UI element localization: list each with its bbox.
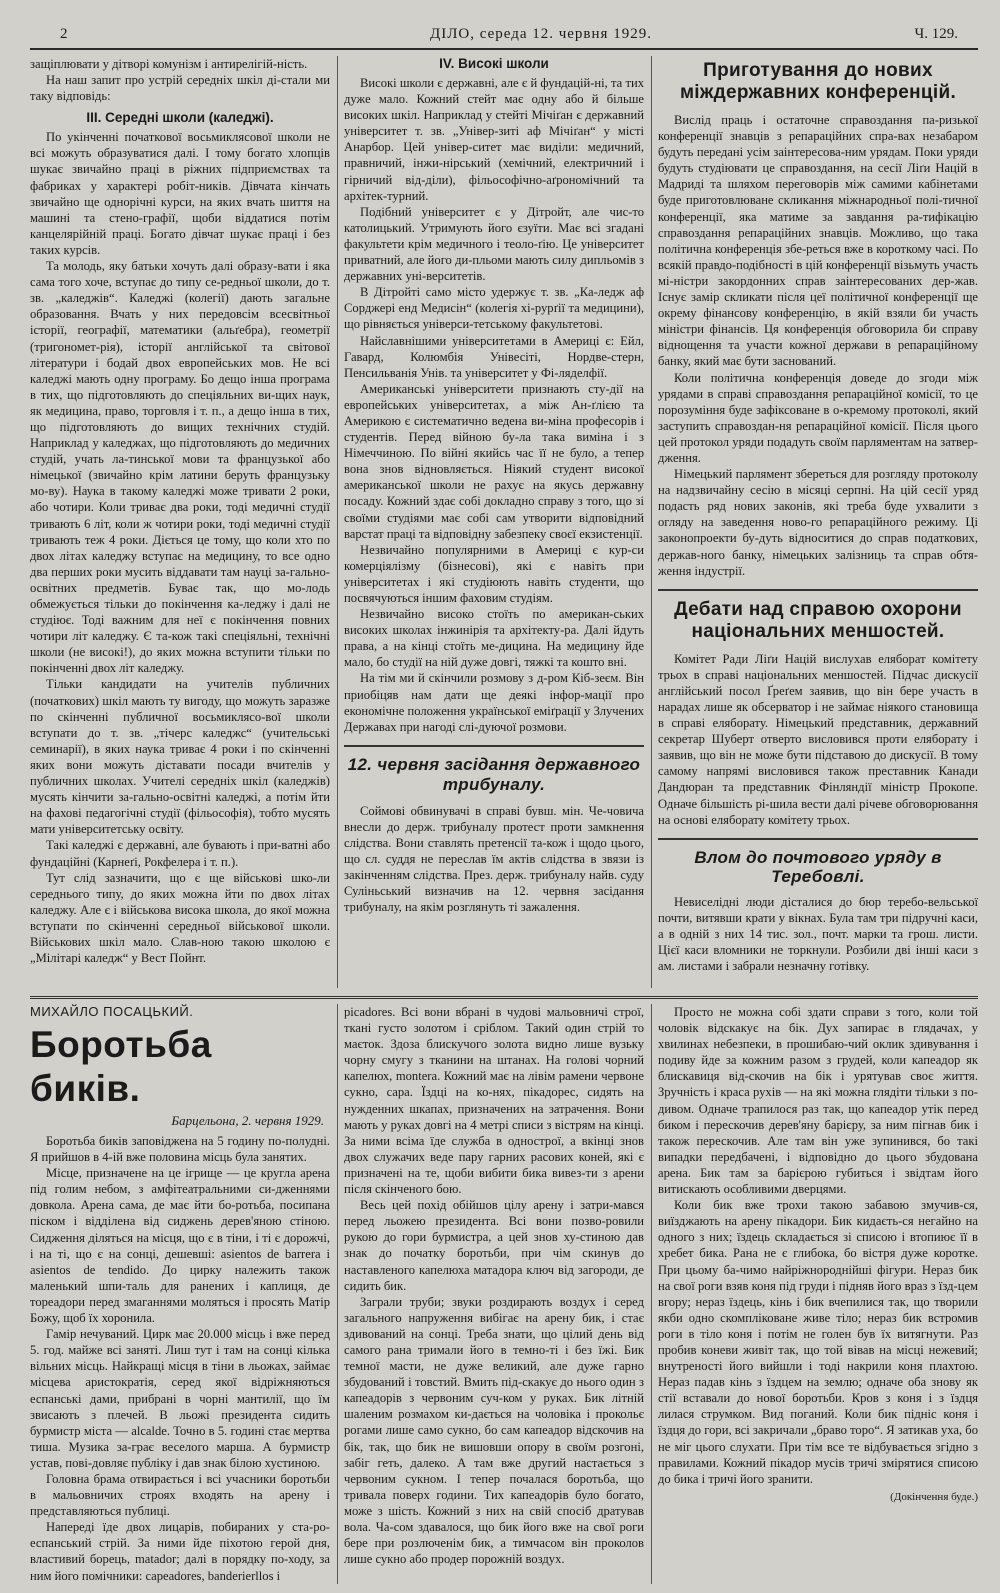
paragraph: На тім ми й скінчили розмову з д-ром Кіб-зеєм. Він приобіцяв нам дати ще деякі інфор-мації про економічне положення української еміґрації у Злучених Державах при нагоді слі-дуючої розмови.: [344, 671, 644, 734]
column-rule: [651, 56, 652, 988]
running-header: [30, 22, 978, 50]
paragraph: Соймові обвинувачі в справі бувш. мін. Че-човича внесли до держ. трибуналу протест проти замкнення слідства. Вони ставлять претенсії та-кож і щодо цього, що сл. суддя не переслав їм актів слідства в звязи із закінченням слідства. През. держ. трибуналу найв. суду Суліньський визначив на 12. червня засідання трибуналу, на якім розглянуть ті зажалення.: [344, 803, 644, 915]
paragraph: Просто не можна собі здати справи з того, коли той чоловік відскакує на бік. Дух запирає в глядачах, у хвилинах небезпеки, в прошибаю-чий оклик здивування і подиву йде за кожним разом з грудей, коли капеадор як блискавиця від-скочив на бік і урятував своє життя. Зручність і краса рухів — на які можна глядіти тільки з по-дивом. Одначе трапилося раз так, що капеадор утік перед биком і перескочив дерев'яну барієру, за ним пігнав бик і також перескочив. Але там він уже зупинився, бо такі випадки передбачені, і відповідно до цього збудована арена. Бик там за барієрою губиться і звідтам його витискають особливими дверцями.: [658, 1005, 978, 1197]
paragraph: Заграли труби; звуки роздирають воздух і серед загального напруження вибігає на арену бик, і стає здивований на сонці. Треба знати, що цілий день від самого рана тримали його в темно-ті і без їжі. Бик темної масти, не дуже великий, але дуже гарно збудований і товстий. Вмить під-скакує до нього один з капеадорів з червоним суч-ком у руках. Бик літній шаленим розмахом ки-дається на чоловіка і прокольє рогами лише само сукно, бо сам капеадор відскочив на бік, так, що бик не вишовши опору в своїм розгоні, забіг геть, далеко. А там вже другий настається з червоним сукном. І тепер почалася боротьба, що тривала поверх години. Тих капеадорів було богато, може з шість. Кожний з них на свій спосіб дратував вола. Ча-сом здавалося, що бик його вже на свої роги бере при розлюченім бик, а тимчасом він проколов лише сукно або продер порожній воздух.: [344, 1294, 644, 1567]
paragraph: Невиселідні люди дісталися до бюр теребо-вельської почти, витявши крати у вікнах. Була там три підручні каси, а в одній з них 14 тис. зол., почт. марки та грош. листи. Цієї каси вломники не торкнули. Розбили дві інші каси з ам. листами і забрали незначну готівку.: [658, 894, 978, 974]
paragraph: В Дітройті само місто удержує т. зв. „Ка-ледж аф Сорджері енд Медисін“ (колегія хі-рурґії та медицини), що рівняється універси-тетському факультетові.: [344, 285, 644, 332]
top-section: [30, 56, 978, 988]
continuation-note: (Докінчення буде.): [890, 1490, 978, 1503]
feuilleton-column-1: [30, 1004, 330, 1584]
feuilleton-section: [30, 1004, 978, 1584]
paragraph: Такі каледжі є державні, але бувають і при-ватні або фундаційні (Карнеґі, Рокфелера і т. п.).: [30, 838, 330, 869]
paragraph: Подібний університет є у Дітройт, але чис-то католицький. Утримують його єзуїти. Має всі згадані факультети крім медичного і теоло-ґію. Це університет приватний, але його ди-пльоми мають силу дипльомів з державних уні-верситетів.: [344, 204, 644, 284]
paragraph: Коли бик вже трохи такою забавою змучив-ся, виїзджають на арену пікадори. Бик кидаєть-ся негайно на одного з них; їздець складається зі списою і втопиює її в хребет бика. Рана не є глибока, бо вістря дуже коротке. При цьому ба-чимо найріжнороднійші фігури. Нераз бик на свої роги взяв коня під груди і підняв його враз з їзд-цем вгору; нераз їздець, кінь і бик вчепилися так, що творили якби одно скомпліковане живе тіло; нераз бик встромив роги в тіло коня і потім не голен був їх витягнути. Раз пробив коневи живіт так, що той вівав на місці нежевий; внутреності його вийшли і тоді накрили коня плахтою. Нераз падав кінь з їздцем на землю; одначе оба знову як стії вставали до нової боротьби. Кров з коня і з їздця лилася струмком. Вид поганий. Коли бик підніс коня і їздця до гори, всі закричали „браво торо“. Я затикав уха, бо не міг цього слухати. При тім все те відбувається згідно з правилами. Кожний пікадор мусів тричі змірятися списою до бика і тричі його зранити.: [658, 1198, 978, 1486]
feuilleton-column-2: [344, 1004, 644, 1584]
article-rule: [658, 589, 978, 591]
column-news: [658, 56, 978, 988]
column-rule: [651, 1004, 652, 1584]
article-title: 12. червня засідання державного трибуналу.: [347, 754, 641, 794]
paragraph: Найславнішими університетами в Америці є: Ейл, Гавард, Колюмбія Унівесіті, Нордве-стерн, Пенсильванія Унів. та університет у Фі-ляделфії.: [344, 333, 644, 380]
paragraph: Та молодь, яку батьки хочуть далі образу-вати і яка сама того хоче, вступає до типу се-редньої школи, до т. зв. „каледжів“. Каледжі (колегії) дають загальне образовання. Вчать у них передовсім всесвітньої історії, географії, математики (альґебра), геометрії (тригономет-рія), історії англійської та світової літератури і бодай двох европейських мов. Не всі каледжі мають одну програму. Бо дещо інша програма в тих, що підготовляють до спеціяльних ви-щих наук, як медицина, право, торговля і т. п., а дещо інша в тих, що підготовляють до вищих технічних студій. Наприклад у каледжах, що підготовляють до медичних студій, учать ла-тинської мови та французької або німецької (звичайно крім латини беруть французьку мо-ву). Наука в такому каледжі може тривати 2 роки, або чотири. Коли триває два роки, тоді медичні студії тривають 6 літ, коли ж чотири роки, тоді медичні студії тривають теж 4 роки. Діється це тому, що коли хто по двох літах каледжу вступає на медицину, то все одно два перших роки мусить віддавати там науці за-гально-освітних предметів. Буває так, що мо-лодь обмежується тільки до покінчення ка-леджу і далі не студіює. Тоді важним для неї є покінчення повних чотири літ каледжу. Є та-кож такі спеціяльні, технічні школи (не високі!), до яких можна вступити тільки по покінченні двох літ каледжу.: [30, 259, 330, 676]
article-title: Влом до почтового уряду в Теребовлі.: [694, 847, 942, 886]
paragraph: Німецький парлямент збереться для розгляду протоколу на надзвичайну сесію в місяці серпні. На цій сесії уряд подасть ряд нових законів, які треба буде ухвалити з огляду на заведення ново-го репараційного режиму. Ці законопроекти бу-дуть відноситися до справ податкових, держав-ного банку, німецьких залізниць та справ обтя-ження індустрії.: [658, 467, 978, 578]
paragraph: Високі школи є державні, але є й фундацій-ні, та тих дуже мало. Кожний стейт має одну або й більше високих шкіл. Наприклад у стейті Мічіґан є державний університет т. зв. „Універ-зиті аф Мічіґан“ у місті Анарбор. Цей універ-ситет має виділи: медичний, правничий, інжи-нірський (хемічний, електричний і гірничий від-діли), фільософічно-аґрономічний та архітек-турний.: [344, 76, 644, 203]
paragraph: Тут слід зазначити, що є ще військові шко-ли середнього типу, до яких можна йти по двох літах каледжу. Але є і військова висока школа, до якої можна вступати по скінченні середньої військової школи. Військових шкіл мало. Слав-ною такою школою є „Мілітарі каледж“ у Вест Пойнт.: [30, 870, 330, 966]
paragraph: Головна брама отвирається і всі учасники боротьби в мальовничих строях входять на арену і представляються публиці.: [30, 1471, 330, 1519]
column-universities: [344, 56, 644, 988]
paragraph: Американські університети признають сту-дії на европейських університетах, а між Ан-ґлією та Америкою є систематично ведена ви-міна професорів і студентів. Перед війною бу-ла така виміна і з Німеччиною. По війні якийсь час її не було, а тепер вона знов відновляється. Ніякий студент високої американської школи не рахує на якусь державну посаду. Кожний здає собі докладно справу з того, що зі своїми студіями має собі сам утворити відповідний варстат праці та відповідну забезпеку своєї екзистенції.: [344, 381, 644, 541]
paragraph: Комітет Ради Ліґи Націй вислухав еляборат комітету трьох в справі національних меншостей. Підчас дискусії англійський посол Ґреґем заявив, що він бере участь в нарадах лише як обсерватор і не займає ніякого становища в справі еляборату. Німецький представник, державний секретар Шуберт отверто висловився проти еляборату і заявив, що він не може бути підставою до дискусії. В тому самому напрямі висловився також преставник Канади Дандюран та представник Фінляндії міністр Прокопе. Одначе більшість рі-шила вести далі річеве обговорювання на основі еляборату комітету трьох.: [658, 651, 978, 827]
article-title: Приготування до нових міждержавних конференцій.: [679, 60, 957, 103]
column-rule: [337, 56, 338, 988]
section-divider: [30, 996, 978, 999]
paragraph: Місце, призначене на це ігрище — це кругла арена під голим небом, з амфітеатральними си-дженнями довкола. Арена сама, де має йти бо-ротьба, посипана піском і відділена від сиджень дерев'яною стіною. Сидження діляться на місця, що є в тіни, і ті є дорожчі, і на ті, що є на сонці, дешевші: asientos de barrera і asientos de tendido. До цирку належить також маленький шпи-таль для ранених і каплиця, де тореадори перед змаганнями моляться і просять Матір Божу, щоб їх хоронила.: [30, 1166, 330, 1326]
paragraph: picadores. Всі вони вбрані в чудові мальовничі строї, ткані густо золотом і сріблом. Такий один стрій то маєток. Здоза блискучого золота видно лише вузьку чорну смугу з тканини на штанах. На голові чорний капелюх, montera. Кожний має на лівім рамени червоне сукно, capa. Їздці на ко-нях, пікадорес, сидять на нужденних шкапах, призначених на затрачення. Вони мають у руках довгі на 4 метрі списи з вістрям на кінці. За ними всіма їде служба в однострої, а вкінці знов двох служачих веде пару гарних расових коней, які є призначені на те, щоби вибити бика вивез-ти з арени після скінченого бою.: [344, 1005, 644, 1197]
paragraph: Весь цей похід обійшов цілу арену і затри-мався перед льожею президента. Всі вони позво-ровили рукою до гори бурмистра, а цей знов ху-стиною дав знак до початку боротьби, при чім скинув до наставленого капелюха матадора ключ від загороди, де сидить бик.: [344, 1198, 644, 1293]
section-heading: IV. Високі школи: [439, 56, 549, 71]
feuilleton-column-3: [658, 1004, 978, 1584]
article-title: Дебати над справою охорони національних меншостей.: [674, 598, 962, 642]
paragraph: Вислід праць і остаточне справоздання па-ризької конференції знавців з репараційних спра-вах незабаром будуть передані усім заінтересова-ним урядам. Поки уряди будуть студіювати це справоздання, на сесії Ліґи Націй в Мадриді та шляхом переговорів між самими кабінетами буде приготовлюване скликання міжнародньої полі-тичної конференції, яка матиме за завдання ра-тифікацію справоздання репараційних знавців. Можливо, що така політична конференція збе-реться вже в короткому часі. По всякій правдо-подібності в цій конференції візьмуть участь мі-ністри закордонних справ заінтересованих дер-жав. Існує замір скликати після цеї політичної конференції ще окрему фінансову конференцію, в якій взяли би участь міністри фінансів. Ця конференція обговорила би справу віднощення та участи кожної держави в репараційному банку, який має бути заснований.: [658, 113, 978, 369]
article-rule: [344, 745, 644, 747]
paragraph: Боротьба биків заповіджена на 5 годину по-полудні. Я прийшов в 4-ій вже половина місць була занятих.: [30, 1134, 330, 1165]
column-rule: [337, 1004, 338, 1584]
author-name: МИХАЙЛО ПОСАЦЬКИЙ.: [30, 1004, 194, 1019]
paragraph: защіплювати у дітворі комунізм і антирелігій-ність.: [30, 57, 308, 71]
dateline: Барцельона, 2. червня 1929.: [171, 1113, 324, 1128]
paragraph: Незвичайно високо стоїть по американ-ських високих школах інжинірія та архітекту-ра. Далі йдуть права, а на кінці стоїть ме-дицина. На медицину йде мало, бо студії на ній дуже довгі, тяжкі та кошто вні.: [344, 607, 644, 670]
masthead-date: ДІЛО, середа 12. червня 1929.: [430, 26, 652, 42]
column-schools: [30, 56, 330, 988]
paragraph: Тільки кандидати на учителів публичних (початкових) шкіл мають ту вигоду, що можуть заразже по скінченні публичної восьмиклясо-вої школи вступати до т. зв. „тічерс каледжс“ (учительські семинарії), в яких наука триває 4 роки і по скінченні яких вони можуть діставати посади вчителів у публичних школах. Учителі середніх шкіл (каледжів) мусять кінчити за-гально-освітні каледжі, а потім йти на фахові педагогічні студії (фільософія), тобто мусять мати університетську освіту.: [30, 677, 330, 837]
page-number: 2: [60, 26, 68, 42]
issue-number: Ч. 129.: [914, 26, 958, 42]
feuilleton-title: Боротьба биків.: [30, 1024, 212, 1109]
section-heading: III. Середні школи (каледжі).: [86, 110, 274, 126]
article-rule: [658, 838, 978, 840]
paragraph: На наш запит про устрій середніх шкіл ді-стали ми таку відповідь:: [30, 73, 330, 104]
paragraph: Напереді їде двох лицарів, побираних у ста-ро-еспанський стрій. За ними йде піхотою герой дня, властивий борець, matador; далі в порядку по-ходу, за ним його помічники: capeadores, banderierllos і: [30, 1520, 330, 1583]
paragraph: Коли політична конференція доведе до згоди між урядами в справі справоздання репараційної комісії, то це порозуміння буде зафіксоване в о-кремому протоколі, який заступить справоздан-ня репараційної комісії. Після цього цей протокол уряди подадуть своїм парляментам на затвер-дження.: [658, 370, 978, 465]
paragraph: Незвичайно популярними в Америці є кур-си комерціялізму (бізнесові), які є навіть при університетах і які студіюють навіть студенти, що посвячуються іншим фаховим студіям.: [344, 542, 644, 605]
paragraph: По укінченні початкової восьмиклясової школи не всі можуть образуватися далі. І тому богато хлопців шукає звичайно праці в ріжних підприємствах та фабриках у характері робіт-ників. Дівчата кінчать звичайно ще однорічні курси, на яких вчать шиття на машині та стено-графії, щоби віддатися потім канцелярійній праці. Богато дівчат шукає праці і без таких курсів.: [30, 130, 330, 257]
paragraph: Гамір нечуваний. Цирк має 20.000 місць і вже перед 5. год. майже всі заняті. Лиш тут і там на сонці кілька вільних місць. Найкращі місця в тіни в льожах, займає місцева аристократія, серед якої відріжняються еспанські дами, прибрані в чорні мантилії, що їм звисають з плечей. В льожі президента сидить бурмистр міста — alcalde. Точно в 5. годині стає мертва тиша. Музика за-грає веселого марша. А бурмистр устав, пові-довляє публіку і дав знак білою хустиною.: [30, 1327, 330, 1470]
